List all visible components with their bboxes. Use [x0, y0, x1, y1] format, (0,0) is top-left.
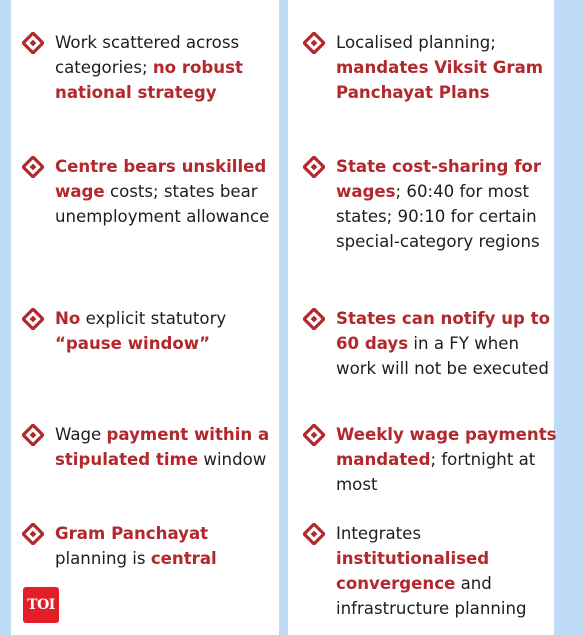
highlight-text: Centre	[55, 157, 124, 176]
highlight-text: Weekly wage payments mandated	[336, 425, 557, 469]
highlight-text: payment within a stipulated time	[55, 425, 270, 469]
right-item-text	[336, 521, 561, 621]
body-text: ; 60:40 for most states; 90:10 for certain special-category regions	[336, 182, 540, 251]
body-text: and infrastructure planning	[336, 574, 527, 618]
body-text: Wage	[55, 425, 107, 444]
diamond-bullet-icon	[303, 156, 325, 178]
body-text: explicit statutory	[80, 309, 227, 328]
left-item-text	[55, 521, 280, 571]
left-item-3	[22, 306, 280, 356]
right-item-1	[303, 30, 561, 105]
body-text: window	[198, 450, 267, 469]
body-text: Work scattered across categories;	[55, 33, 240, 77]
diamond-bullet-icon	[22, 32, 44, 54]
body-text: ; fortnight at most	[336, 450, 536, 494]
right-item-5	[303, 521, 561, 621]
highlight-text: State cost-sharing for wages	[336, 157, 542, 201]
body-text: Integrates	[336, 524, 422, 543]
highlight-text: States can notify up to 60 days	[336, 309, 550, 353]
diamond-bullet-icon	[22, 523, 44, 545]
highlight-text: no robust national strategy	[55, 58, 243, 102]
right-item-2	[303, 154, 561, 254]
body-text: planning is	[55, 549, 151, 568]
left-item-1	[22, 30, 280, 105]
highlight-text: No	[55, 309, 81, 328]
body-text: Localised planning;	[336, 33, 496, 52]
highlight-text: central	[150, 549, 217, 568]
diamond-bullet-icon	[22, 308, 44, 330]
right-item-text	[336, 306, 561, 381]
right-item-text	[336, 422, 561, 497]
diamond-bullet-icon	[22, 424, 44, 446]
left-item-text	[55, 30, 280, 105]
body-text: costs; states bear unemployment allowance	[55, 182, 270, 226]
highlight-text: “pause window”	[55, 334, 211, 353]
right-item-4	[303, 422, 561, 497]
highlight-text: institutionalised convergence	[336, 549, 490, 593]
left-item-text	[55, 422, 280, 472]
left-item-4	[22, 422, 280, 472]
right-item-3	[303, 306, 561, 381]
diamond-bullet-icon	[303, 523, 325, 545]
diamond-bullet-icon	[22, 156, 44, 178]
body-text: in a FY when work will not be executed	[336, 334, 549, 378]
highlight-text: Gram Panchayat	[55, 524, 209, 543]
left-item-2	[22, 154, 280, 229]
left-item-5	[22, 521, 280, 571]
highlight-text: bears unskilled wage	[55, 157, 267, 201]
highlight-text: mandates Viksit Gram Panchayat Plans	[336, 58, 544, 102]
right-item-text	[336, 30, 561, 105]
diamond-bullet-icon	[303, 308, 325, 330]
diamond-bullet-icon	[303, 32, 325, 54]
toi-logo: TOI	[23, 587, 59, 623]
right-item-text	[336, 154, 561, 254]
diamond-bullet-icon	[303, 424, 325, 446]
left-item-text	[55, 306, 280, 356]
left-item-text	[55, 154, 280, 229]
